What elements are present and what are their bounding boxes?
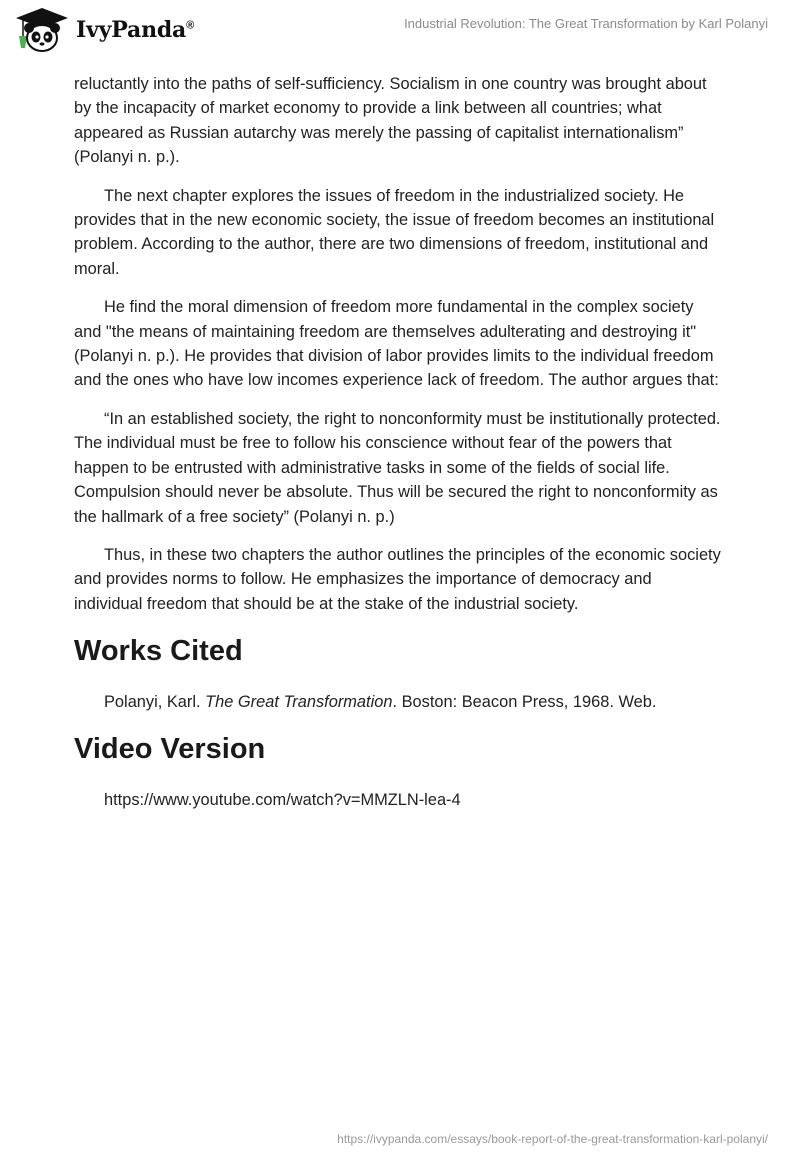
works-cited-heading: Works Cited bbox=[74, 635, 243, 668]
paragraph: Thus, in these two chapters the author outlines the principles of the economic society and provides norms to follow. He emphasizes the importance of democracy and individual freedom that should be at the stake of the industrial society. bbox=[74, 545, 721, 613]
paragraph: He find the moral dimension of freedom more fundamental in the complex society and "the means of maintaining freedom are themselves adulterating and destroying it" (Polanyi n. p.). He provides that division of labor provides limits to the individual freedom and the ones who have low incomes experience lack of freedom. The author argues that: bbox=[74, 298, 719, 390]
citation-entry: Polanyi, Karl. The Great Transformation. Boston: Beacon Press, 1968. Web. bbox=[104, 693, 657, 712]
document-title: Industrial Revolution: The Great Transformation by Karl Polanyi bbox=[404, 16, 768, 31]
video-url[interactable]: https://www.youtube.com/watch?v=MMZLN-lea-4 bbox=[104, 791, 461, 810]
paragraph: The next chapter explores the issues of freedom in the industrialized society. He provides that in the new economic society, the issue of freedom becomes an institutional problem. According to the author, there are two dimensions of freedom, institutional and moral. bbox=[74, 186, 715, 278]
block-quote: “In an established society, the right to nonconformity must be institutionally protected. The individual must be free to follow his conscience without fear of the powers that happen to be entrusted with administrative tasks in some of the fields of social life. Compulsion should never be absolute. Thus will be secured the right to nonconformity as the hallmark of a free society” (Polanyi n. p.) bbox=[74, 409, 721, 526]
ivypanda-logo[interactable] bbox=[14, 6, 194, 54]
footer-source-url[interactable]: https://ivypanda.com/essays/book-report-of-the-great-transformation-karl-polanyi/ bbox=[337, 1132, 768, 1146]
panda-graduate-icon bbox=[14, 6, 70, 54]
citation-title: The Great Transformation bbox=[205, 693, 393, 712]
paragraph-continued: reluctantly into the paths of self-sufficiency. Socialism in one country was brought about by the incapacity of market economy to provide a link between all countries; what appeared as Russian autarchy was merely the passing of capitalist internationalism” (Polanyi n. p.). bbox=[74, 75, 707, 167]
logo-text: IvyPanda® bbox=[76, 17, 195, 43]
essay-content bbox=[74, 72, 724, 812]
video-version-heading: Video Version bbox=[74, 733, 266, 766]
page-header bbox=[0, 0, 800, 70]
